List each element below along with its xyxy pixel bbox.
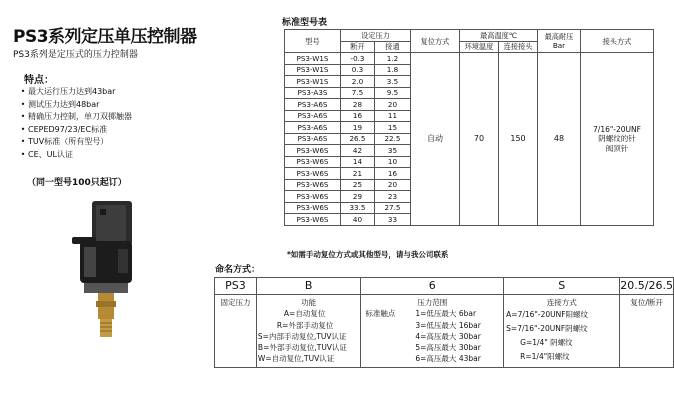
- range-title: 压力范围: [417, 298, 448, 307]
- feature-item: • CE、UL认证: [18, 149, 132, 162]
- model-cell: PS3-W6S: [285, 156, 341, 168]
- on-pressure-cell: 11: [375, 110, 411, 122]
- model-cell: PS3-W1S: [285, 76, 341, 88]
- model-cell: PS3-W6S: [285, 202, 341, 214]
- setpoint-title: 复位/断开: [630, 298, 663, 307]
- on-pressure-cell: 1.8: [375, 64, 411, 76]
- reset-cell: 自动: [411, 53, 460, 226]
- features-heading: 特点：: [24, 75, 54, 86]
- table-row: [285, 53, 654, 65]
- function-option: S=内部手动复位,TUV认证: [257, 331, 347, 341]
- model-cell: PS3-A6S: [285, 110, 341, 122]
- header-reset: 复位方式: [411, 30, 460, 53]
- env-temp-cell: 70: [460, 53, 499, 226]
- on-pressure-cell: 15: [375, 122, 411, 134]
- on-pressure-cell: 33: [375, 214, 411, 226]
- on-pressure-cell: 20: [375, 179, 411, 191]
- naming-table: [214, 277, 674, 368]
- naming-heading: 命名方式：: [215, 265, 261, 275]
- model-cell: PS3-W6S: [285, 168, 341, 180]
- on-pressure-cell: 35: [375, 145, 411, 157]
- naming-setpoint-cell: [620, 295, 674, 368]
- function-option: B=外部手动复位,TUV认证: [257, 343, 347, 353]
- off-pressure-cell: 26.5: [341, 133, 375, 145]
- header-model: 型号: [285, 30, 341, 53]
- feature-item: • 精确压力控制，单刀双掷触器: [18, 111, 132, 124]
- on-pressure-cell: 1.2: [375, 53, 411, 65]
- conn-temp-cell: 150: [499, 53, 538, 226]
- fitting-cell: [581, 53, 654, 226]
- off-pressure-cell: 2.0: [341, 76, 375, 88]
- off-pressure-cell: 28: [341, 99, 375, 111]
- page-subtitle: PS3系列是定压式的压力控制器: [13, 50, 138, 60]
- standard-models-heading: 标准型号表: [282, 18, 328, 28]
- max-pressure-cell: 48: [538, 53, 581, 226]
- model-cell: PS3-W1S: [285, 64, 341, 76]
- connection-option: A=7/16"-20UNF阳螺纹: [506, 310, 589, 320]
- off-pressure-cell: 42: [341, 145, 375, 157]
- header-max-pressure: [538, 30, 581, 53]
- range-option: 4=高压最大 30bar: [415, 331, 481, 341]
- code-function: B: [256, 278, 360, 295]
- header-set-pressure: 设定压力: [341, 30, 411, 42]
- features-list: [18, 86, 132, 162]
- model-cell: PS3-W6S: [285, 191, 341, 203]
- range-contact-label: 标准触点: [365, 309, 396, 319]
- on-pressure-cell: 23: [375, 191, 411, 203]
- on-pressure-cell: 22.5: [375, 133, 411, 145]
- code-setpoints: 20.5/26.5: [620, 278, 674, 295]
- model-cell: PS3-A6S: [285, 133, 341, 145]
- fixed-pressure-label: 固定压力: [220, 298, 251, 307]
- feature-item: • 测试压力达到48bar: [18, 99, 132, 112]
- feature-item: • TUV标准（所有型号）: [18, 136, 132, 149]
- off-pressure-cell: 33.5: [341, 202, 375, 214]
- range-option: 3=低压最大 16bar: [415, 320, 481, 330]
- code-connection: S: [504, 278, 620, 295]
- on-pressure-cell: 9.5: [375, 87, 411, 99]
- naming-function-cell: [256, 295, 360, 368]
- off-pressure-cell: 40: [341, 214, 375, 226]
- header-fitting: 接头方式: [581, 30, 654, 53]
- code-range: 6: [361, 278, 504, 295]
- on-pressure-cell: 16: [375, 168, 411, 180]
- range-option: 1=低压最大 6bar: [415, 309, 477, 319]
- max-pressure-label: 最高耐压: [544, 32, 574, 41]
- off-pressure-cell: 16: [341, 110, 375, 122]
- pressure-switch-image: [70, 197, 142, 345]
- code-series: PS3: [215, 278, 257, 295]
- model-cell: PS3-A6S: [285, 99, 341, 111]
- on-pressure-cell: 27.5: [375, 202, 411, 214]
- model-cell: PS3-W6S: [285, 145, 341, 157]
- header-env-temp: 环境温度: [460, 41, 499, 53]
- fitting-line: 阀顶针: [605, 143, 629, 153]
- model-cell: PS3-A6S: [285, 122, 341, 134]
- off-pressure-cell: 7.5: [341, 87, 375, 99]
- on-pressure-cell: 3.5: [375, 76, 411, 88]
- off-pressure-cell: 14: [341, 156, 375, 168]
- range-option: 6=高压最大 43bar: [415, 354, 481, 364]
- off-pressure-cell: 21: [341, 168, 375, 180]
- connection-option: G=1/4" 阴螺纹: [520, 338, 573, 348]
- header-on: 接通: [375, 41, 411, 53]
- page-title: PS3系列定压单压控制器: [13, 27, 197, 47]
- model-cell: PS3-A3S: [285, 87, 341, 99]
- function-option: A=自动复位: [283, 309, 326, 319]
- naming-connection-cell: [504, 295, 620, 368]
- minimum-order-note: （同一型号100只起订）: [27, 178, 127, 188]
- range-row-first: [361, 308, 503, 319]
- off-pressure-cell: 19: [341, 122, 375, 134]
- off-pressure-cell: 0.3: [341, 64, 375, 76]
- naming-range-cell: [361, 295, 504, 368]
- function-option: R=外部手动复位: [276, 320, 334, 330]
- model-cell: PS3-W6S: [285, 179, 341, 191]
- connection-title: 连接方式: [546, 298, 577, 307]
- fitting-line: 阴螺纹的针: [598, 134, 636, 143]
- header-max-temp: 最高温度℃: [460, 30, 538, 42]
- feature-item: • 最大运行压力达到43bar: [18, 86, 132, 99]
- feature-item: • CEPED97/23/EC标准: [18, 124, 132, 137]
- model-cell: PS3-W6S: [285, 214, 341, 226]
- function-title: 功能: [301, 298, 317, 307]
- function-option: W=自动复位,TUV认证: [257, 354, 335, 364]
- standard-models-body: [285, 53, 654, 226]
- connection-option: S=7/16"-20UNF阴螺纹: [506, 324, 588, 334]
- connection-option: R=1/4"阳螺纹: [520, 352, 570, 362]
- max-pressure-unit: Bar: [552, 41, 566, 50]
- fitting-line: 7/16"-20UNF: [593, 124, 641, 134]
- header-conn-temp: 连接接头: [499, 41, 538, 53]
- off-pressure-cell: 25: [341, 179, 375, 191]
- model-cell: PS3-W1S: [285, 53, 341, 65]
- standard-models-note: *如需手动复位方式或其他型号，请与我公司联系: [287, 250, 449, 259]
- naming-fixed-pressure: [215, 295, 257, 368]
- standard-models-table: [284, 29, 654, 226]
- off-pressure-cell: -0.3: [341, 53, 375, 65]
- range-option: 5=高压最大 30bar: [415, 343, 481, 353]
- off-pressure-cell: 29: [341, 191, 375, 203]
- on-pressure-cell: 10: [375, 156, 411, 168]
- on-pressure-cell: 20: [375, 99, 411, 111]
- header-off: 断开: [341, 41, 375, 53]
